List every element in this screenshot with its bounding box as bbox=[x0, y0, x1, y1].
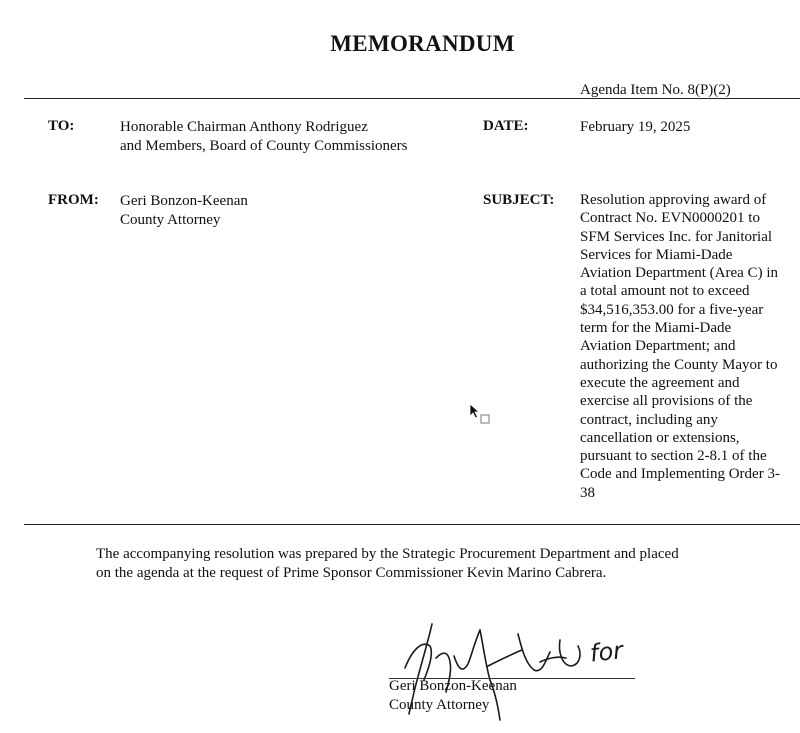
mouse-cursor-icon bbox=[469, 403, 495, 432]
header-divider bbox=[24, 98, 800, 99]
from-line-1: Geri Bonzon-Keenan bbox=[120, 193, 248, 209]
signer-name: Geri Bonzon-Keenan bbox=[389, 678, 517, 694]
subject-line: $34,516,353.00 for a five-year bbox=[580, 301, 764, 318]
date-value: February 19, 2025 bbox=[580, 119, 691, 135]
agenda-item-number: Agenda Item No. 8(P)(2) bbox=[580, 82, 731, 98]
signer-title: County Attorney bbox=[389, 697, 490, 713]
to-line-2: and Members, Board of County Commissioners bbox=[120, 137, 408, 154]
subject-line: Aviation Department (Area C) in bbox=[580, 265, 778, 282]
body-paragraph bbox=[96, 545, 756, 583]
subject-line: Aviation Department; and bbox=[580, 338, 736, 355]
subject-line: Resolution approving award of bbox=[580, 192, 767, 208]
subject-line: cancellation or extensions, bbox=[580, 429, 740, 446]
subject-line: authorizing the County Mayor to bbox=[580, 356, 778, 373]
body-line-1: The accompanying resolution was prepared by the Strategic Procurement Department and placed bbox=[96, 546, 679, 562]
subject-line: term for the Miami-Dade bbox=[580, 320, 732, 337]
from-label: FROM: bbox=[48, 192, 99, 208]
subject-line: exercise all provisions of the bbox=[580, 393, 753, 410]
subject-label: SUBJECT: bbox=[483, 192, 555, 208]
body-line-2: on the agenda at the request of Prime Sponsor Commissioner Kevin Marino Cabrera. bbox=[96, 565, 607, 581]
memo-title: MEMORANDUM bbox=[330, 31, 515, 56]
subject-line: SFM Services Inc. for Janitorial bbox=[580, 228, 773, 245]
from-sender bbox=[120, 192, 248, 229]
subject-line: contract, including any bbox=[580, 411, 718, 428]
subject-line: Code and Implementing Order 3- bbox=[580, 466, 780, 483]
from-line-2: County Attorney bbox=[120, 211, 221, 228]
subject-line: 38 bbox=[580, 484, 595, 501]
date-label: DATE: bbox=[483, 118, 529, 134]
subject-line: Contract No. EVN0000201 to bbox=[580, 210, 760, 227]
signature-for-note: for bbox=[588, 636, 625, 668]
subject-line: a total amount not to exceed bbox=[580, 283, 750, 300]
to-line-1: Honorable Chairman Anthony Rodriguez bbox=[120, 119, 368, 135]
subject-line: pursuant to section 2-8.1 of the bbox=[580, 448, 767, 465]
to-label: TO: bbox=[48, 118, 75, 134]
subject-line: Services for Miami-Dade bbox=[580, 246, 733, 263]
subject-text bbox=[580, 191, 800, 502]
subject-line: execute the agreement and bbox=[580, 374, 740, 391]
to-recipient bbox=[120, 118, 407, 155]
body-divider bbox=[24, 524, 800, 525]
signer-block bbox=[389, 677, 517, 715]
